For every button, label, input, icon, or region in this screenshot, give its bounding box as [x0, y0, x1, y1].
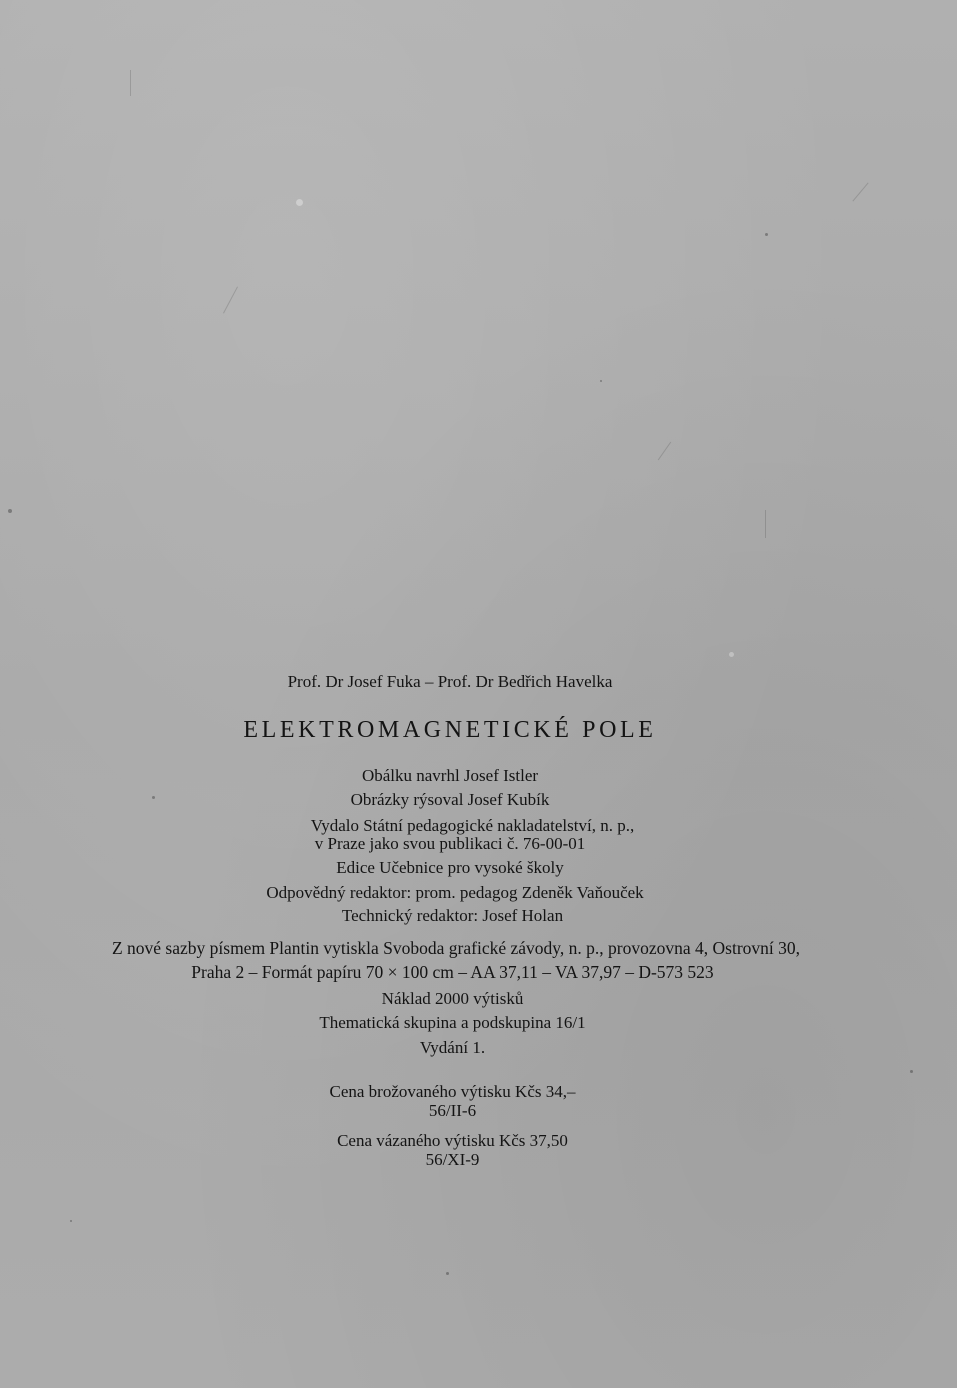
drawings-line: Obrázky rýsoval Josef Kubík [350, 790, 550, 809]
print-run-line: Náklad 2000 výtisků [381, 989, 524, 1008]
cover-designer-line: Obálku navrhl Josef Istler [361, 766, 539, 785]
subject-group-line: Thematická skupina a podskupina 16/1 [319, 1013, 586, 1032]
paper-fiber [765, 510, 766, 538]
price-paperback-line: Cena brožovaného výtisku Kčs 34,– [329, 1082, 576, 1101]
paper-speck [296, 199, 303, 206]
paper-speck [600, 380, 602, 382]
printing-line-1: Z nové sazby písmem Plantin vytiskla Svoboda grafické závody, n. p., provozovna 4, Ostrovní 30, [111, 938, 801, 958]
paper-fiber [130, 70, 131, 96]
paper-fiber [658, 442, 671, 461]
book-title: ELEKTROMAGNETICKÉ POLE [243, 717, 657, 743]
paper-speck [446, 1272, 449, 1275]
authors-line: Prof. Dr Josef Fuka – Prof. Dr Bedřich Havelka [287, 672, 613, 691]
printing-line-2: Praha 2 – Formát papíru 70 × 100 cm – AA 37,11 – VA 37,97 – D-573 523 [191, 962, 714, 982]
paper-speck [70, 1220, 72, 1222]
price-paperback-code: 56/II-6 [428, 1101, 477, 1120]
edition-series-line: Edice Učebnice pro vysoké školy [336, 858, 564, 877]
paper-speck [910, 1070, 913, 1073]
price-hardcover-line: Cena vázaného výtisku Kčs 37,50 [337, 1131, 568, 1150]
paper-speck [152, 796, 155, 799]
paper-fiber [223, 287, 238, 314]
price-hardcover-code: 56/XI-9 [425, 1150, 480, 1169]
edition-number-line: Vydání 1. [419, 1038, 486, 1057]
paper-speck [729, 652, 734, 657]
publisher-line-1: Vydalo Státní pedagogické nakladatelství, n. p., [310, 816, 635, 835]
paper-speck [765, 233, 768, 236]
paper-speck [8, 509, 12, 513]
technical-editor-line: Technický redaktor: Josef Holan [341, 906, 564, 925]
responsible-editor-line: Odpovědný redaktor: prom. pedagog Zdeněk Vaňouček [266, 883, 644, 902]
paper-fiber [852, 182, 868, 201]
publisher-line-2: v Praze jako svou publikaci č. 76-00-01 [314, 834, 586, 853]
